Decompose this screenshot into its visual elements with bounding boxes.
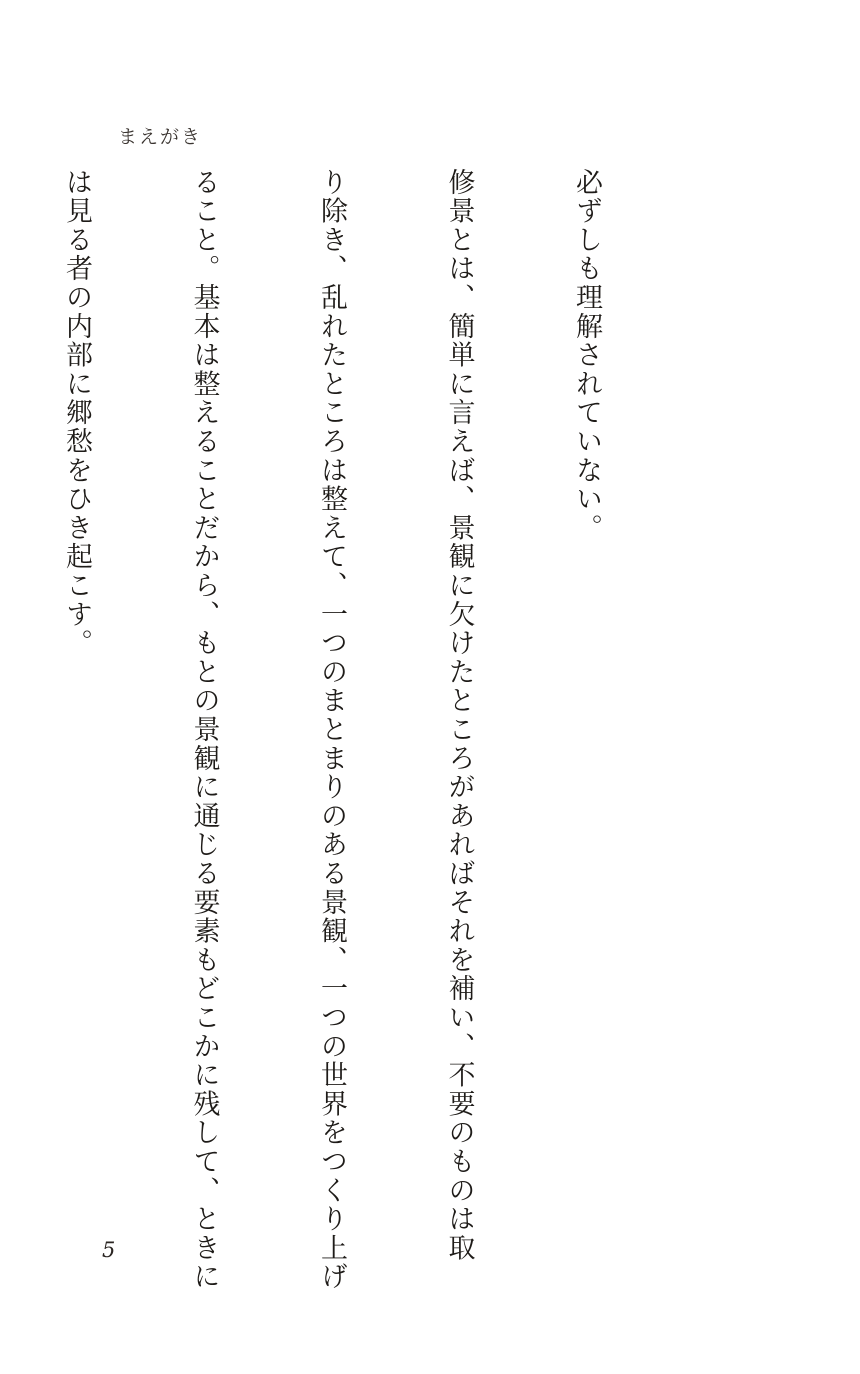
body-text <box>0 168 692 1292</box>
text-line: は見る者の内部に郷愁をひき起こす。 <box>61 168 92 658</box>
text-line: り除き、乱れたところは整えて、一つのまとまりのある景観、一つの世界をつくり上げ <box>316 168 347 1292</box>
running-head: まえがき <box>118 126 203 148</box>
text-line: ること。基本は整えることだから、もとの景観に通じる要素もどこかに残して、ときに <box>188 168 220 1292</box>
text-line: 修景とは、簡単に言えば、景観に欠けたところがあればそれを補い、不要のものは取 <box>443 168 475 1263</box>
page-number: 5 <box>102 1238 116 1262</box>
text-line: 必ずしも理解されていない。 <box>571 168 602 543</box>
